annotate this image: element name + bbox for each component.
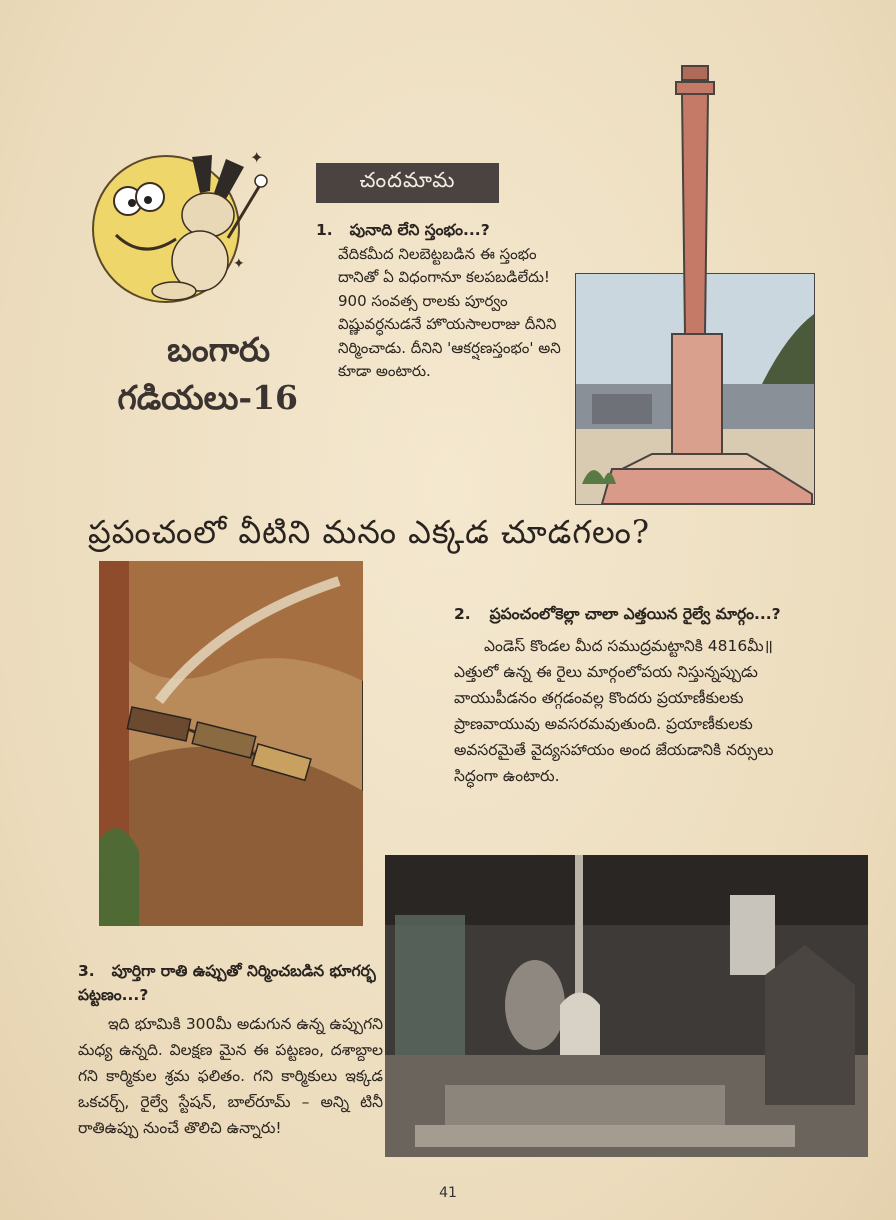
question-1-body: వేదికమీద నిలబెట్టబడిన ఈ స్తంభం దానితో ఏ విధంగానూ కలపబడిలేదు! 900 సంవత్స రాలకు పూర్వం విష్ణువర్ధనుడనే హొయసాలరాజు దీనిని నిర్మించాడు. దీనిని 'ఆకర్షణస్తంభం' అని కూడా అంటారు. xyxy=(338,244,561,380)
question-2-title: ప్రపంచంలోకెల్లా చాలా ఎత్తయిన రైల్వే మార్గం...? xyxy=(489,605,781,623)
question-3 xyxy=(78,960,383,1141)
question-3-title: పూర్తిగా రాతి ఉప్పుతో నిర్మించబడిన భూగర్భ పట్టణం...? xyxy=(78,962,376,1004)
salt-mine-town-illustration xyxy=(385,855,868,1157)
moon-rabbit-mascot-illustration xyxy=(88,143,268,308)
question-1 xyxy=(316,219,574,384)
series-title-line2: గడియలు-16 xyxy=(117,378,298,417)
svg-text:✦: ✦ xyxy=(250,148,264,167)
page-headline: ప్రపంచంలో వీటిని మనం ఎక్కడ చూడగలం? xyxy=(88,513,651,551)
pillar-illustration xyxy=(572,64,818,510)
question-2-body: ఎండెస్ కొండల మీద సముద్రమట్టానికి 4816మీ॥ఎత్తులో ఉన్న ఈ రైలు మార్గంలోపయ నిస్తున్నప్పుడు వాయుపీడనం తగ్గడంవల్ల కొందరు ప్రయాణీకులకు ప్రాణవాయువు అవసరమవుతుంది. ప్రయాణీకులకు అవసరమైతే వైద్యసహాయం అంద జేయడానికి నర్సులు సిద్ధంగా ఉంటారు. xyxy=(454,636,774,785)
series-title-line1: బంగారు xyxy=(167,330,270,369)
page-number: 41 xyxy=(439,1185,457,1201)
mountain-railway-illustration xyxy=(99,561,363,926)
question-2-number: 2. xyxy=(454,605,471,623)
question-3-body: ఇది భూమికి 300మీ అడుగున ఉన్న ఉప్పుగని మధ్య ఉన్నది. విలక్షణ మైన ఈ పట్టణం, దశాబ్దాల గని కార్మికుల శ్రమ ఫలితం. గని కార్మికులు ఇక్కడ ఒకచర్చ్, రైల్వే స్టేషన్, బాల్‌రూమ్ – అన్ని టినీ రాతిఉప్పు నుంచే తొలిచి ఉన్నారు! xyxy=(78,1015,383,1137)
question-2 xyxy=(454,603,794,789)
question-3-number: 3. xyxy=(78,962,95,980)
question-1-title: పునాది లేని స్తంభం...? xyxy=(349,221,490,239)
question-1-number: 1. xyxy=(316,221,333,239)
magazine-brand-label: చందమామ xyxy=(316,163,499,203)
svg-text:✦: ✦ xyxy=(233,256,245,272)
series-title xyxy=(58,326,298,422)
